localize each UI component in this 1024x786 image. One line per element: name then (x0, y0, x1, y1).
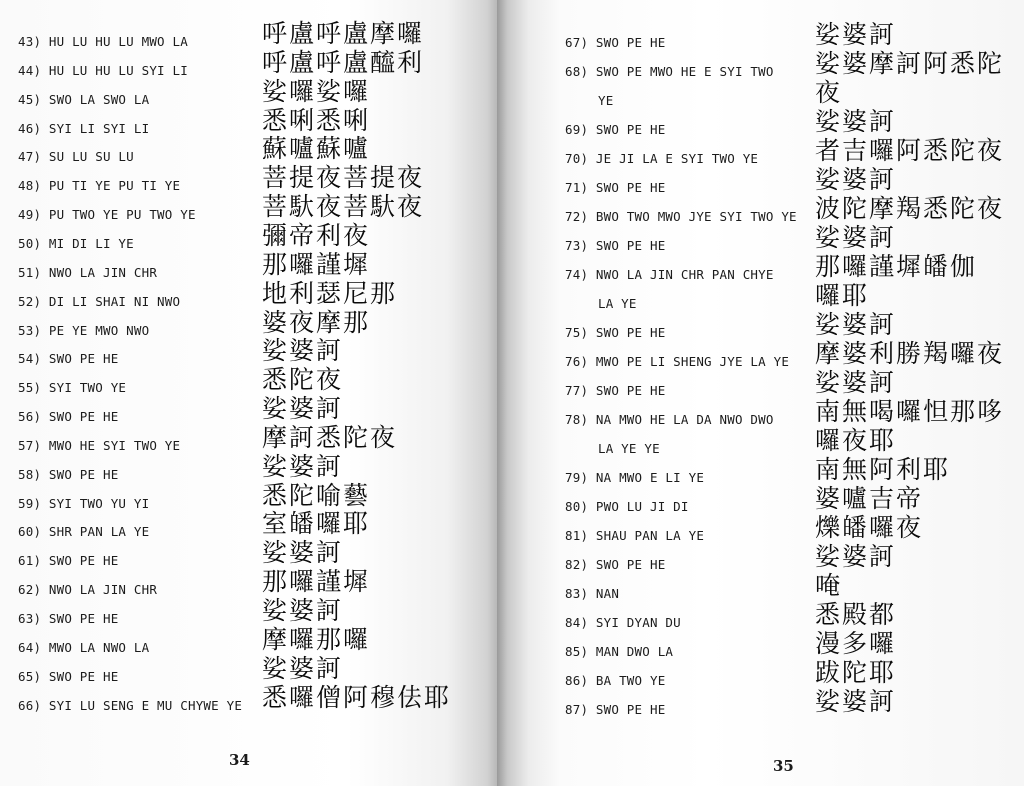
page-number-left: 34 (229, 751, 250, 769)
romanization-text: 65) SWO PE HE (18, 668, 119, 684)
romanization-text: 60) SHR PAN LA YE (18, 524, 150, 540)
romanization-text: 83) NAN (565, 586, 620, 601)
romanization-text: 43) HU LU HU LU MWO LA (18, 34, 188, 49)
chinese-characters: 娑婆訶 (262, 653, 344, 683)
chinese-characters: 室皤囉耶 (262, 509, 371, 539)
romanization-text: 52) DI LI SHAI NI NWO (18, 293, 181, 309)
chinese-characters: 悉唎悉唎 (262, 105, 371, 135)
chinese-characters: 婆夜摩那 (262, 307, 371, 337)
romanization-text: 67) SWO PE HE (565, 35, 666, 50)
romanization-text: 58) SWO PE HE (18, 466, 119, 482)
romanization-text: 82) SWO PE HE (565, 557, 666, 572)
chinese-characters: 南無阿利耶 (815, 455, 951, 484)
romanization-text: 48) PU TI YE PU TI YE (18, 178, 181, 194)
chinese-continuation: 囉耶 (815, 281, 870, 310)
chinese-characters: 摩婆利勝羯囉夜 (815, 339, 1005, 368)
chinese-characters: 爍皤囉夜 (815, 513, 924, 542)
chinese-characters: 蘇嚧蘇嚧 (262, 134, 371, 164)
chinese-characters: 摩囉那囉 (262, 624, 371, 654)
romanization-text: 72) BWO TWO MWO JYE SYI TWO YE (565, 209, 797, 224)
romanization-text: 81) SHAU PAN LA YE (565, 528, 705, 543)
chinese-characters: 那囉謹墀 (262, 567, 371, 597)
romanization-text: 69) SWO PE HE (565, 122, 666, 137)
romanization-text: 86) BA TWO YE (565, 673, 666, 688)
chinese-characters: 娑婆訶 (262, 596, 344, 625)
chinese-characters: 娑婆訶 (262, 394, 344, 424)
chinese-characters: 唵 (815, 571, 843, 600)
romanization-text: 84) SYI DYAN DU (565, 615, 681, 630)
romanization-text: 80) PWO LU JI DI (565, 499, 689, 514)
romanization-text: 61) SWO PE HE (18, 553, 119, 569)
romanization-text: 74) NWO LA JIN CHR PAN CHYE (565, 267, 774, 282)
chinese-characters: 南無喝囉怛那哆 (815, 397, 1005, 426)
romanization-text: 70) JE JI LA E SYI TWO YE (565, 151, 759, 166)
romanization-text: 46) SYI LI SYI LI (18, 120, 150, 136)
romanization-text: 73) SWO PE HE (565, 238, 666, 253)
romanization-text: 87) SWO PE HE (565, 702, 666, 717)
chinese-characters: 婆嚧吉帝 (815, 484, 924, 513)
romanization-text: 76) MWO PE LI SHENG JYE LA YE (565, 354, 790, 369)
chinese-characters: 彌帝利夜 (262, 220, 371, 250)
chinese-characters: 娑婆摩訶阿悉陀 (815, 49, 1005, 78)
romanization-text: 53) PE YE MWO NWO (18, 322, 150, 338)
romanization-continuation: LA YE (598, 296, 637, 311)
chinese-characters: 波陀摩羯悉陀夜 (815, 194, 1005, 223)
chinese-characters: 娑囉娑囉 (262, 76, 371, 106)
romanization-text: 68) SWO PE MWO HE E SYI TWO (565, 64, 774, 79)
romanization-text: 79) NA MWO E LI YE (565, 470, 705, 485)
romanization-text: 54) SWO PE HE (18, 351, 119, 367)
romanization-text: 71) SWO PE HE (565, 180, 666, 195)
romanization-text: 77) SWO PE HE (565, 383, 666, 398)
romanization-text: 62) NWO LA JIN CHR (18, 582, 158, 598)
romanization-text: 45) SWO LA SWO LA (18, 91, 150, 107)
romanization-text: 78) NA MWO HE LA DA NWO DWO (565, 412, 774, 427)
chinese-characters: 娑婆訶 (815, 107, 897, 136)
chinese-characters: 悉陀夜 (262, 365, 344, 395)
chinese-characters: 娑婆訶 (815, 165, 897, 194)
romanization-text: 49) PU TWO YE PU TWO YE (18, 207, 196, 223)
romanization-text: 56) SWO PE HE (18, 409, 119, 425)
chinese-characters: 者吉囉阿悉陀夜 (815, 136, 1005, 165)
left-page (0, 0, 497, 786)
romanization-text: 75) SWO PE HE (565, 325, 666, 340)
chinese-characters: 悉囉僧阿穆佉耶 (262, 682, 452, 712)
romanization-text: 47) SU LU SU LU (18, 149, 134, 165)
chinese-characters: 那囉謹墀 (262, 249, 371, 279)
romanization-text: 44) HU LU HU LU SYI LI (18, 62, 188, 78)
chinese-characters: 呼盧呼盧醯利 (262, 47, 425, 77)
romanization-continuation: YE (598, 93, 614, 108)
chinese-characters: 地利瑟尼那 (262, 278, 398, 308)
chinese-characters: 摩訶悉陀夜 (262, 422, 398, 452)
page-number-right: 35 (773, 757, 794, 775)
romanization-text: 55) SYI TWO YE (18, 380, 127, 396)
chinese-characters: 跋陀耶 (815, 658, 897, 687)
chinese-continuation: 夜 (815, 78, 843, 107)
chinese-characters: 娑婆訶 (262, 451, 344, 481)
romanization-text: 51) NWO LA JIN CHR (18, 264, 158, 280)
romanization-text: 64) MWO LA NWO LA (18, 639, 150, 655)
romanization-text: 85) MAN DWO LA (565, 644, 674, 659)
chinese-characters: 菩馱夜菩馱夜 (262, 192, 425, 222)
chinese-characters: 娑婆訶 (815, 542, 897, 571)
romanization-text: 59) SYI TWO YU YI (18, 495, 150, 511)
chinese-characters: 呼盧呼盧摩囉 (262, 19, 425, 48)
romanization-text: 57) MWO HE SYI TWO YE (18, 437, 181, 453)
romanization-text: 63) SWO PE HE (18, 611, 119, 626)
chinese-characters: 娑婆訶 (262, 538, 344, 568)
chinese-characters: 娑婆訶 (815, 368, 897, 397)
chinese-characters: 漫多囉 (815, 629, 897, 658)
chinese-characters: 娑婆訶 (815, 223, 897, 252)
romanization-text: 66) SYI LU SENG E MU CHYWE YE (18, 697, 243, 713)
chinese-characters: 娑婆訶 (815, 20, 897, 49)
chinese-characters: 悉殿都 (815, 600, 897, 629)
chinese-characters: 娑婆訶 (815, 310, 897, 339)
chinese-characters: 悉陀喻藝 (262, 480, 371, 510)
chinese-characters: 娑婆訶 (262, 336, 344, 366)
romanization-continuation: LA YE YE (598, 441, 660, 456)
chinese-characters: 菩提夜菩提夜 (262, 163, 425, 193)
chinese-characters: 那囉謹墀皤伽 (815, 252, 978, 281)
romanization-text: 50) MI DI LI YE (18, 235, 134, 251)
chinese-continuation: 囉夜耶 (815, 426, 897, 455)
chinese-characters: 娑婆訶 (815, 687, 897, 716)
right-page (497, 0, 1024, 786)
